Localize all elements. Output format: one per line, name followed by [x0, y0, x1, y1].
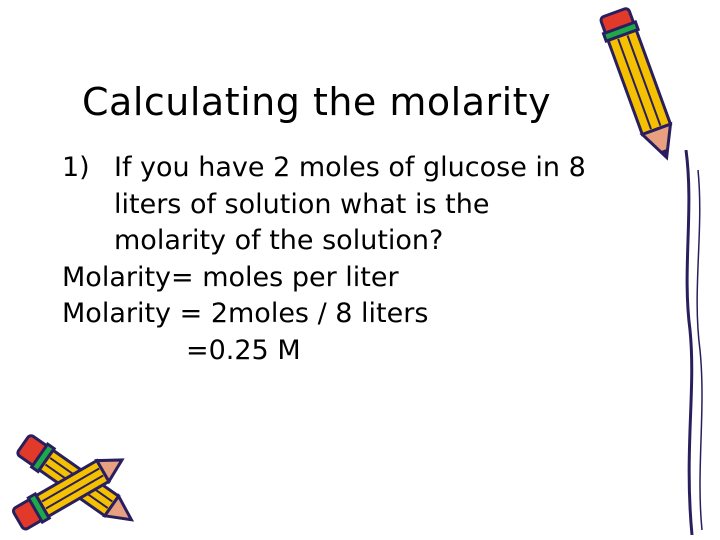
pencil-icon: [596, 2, 686, 172]
pencil-icon: [0, 440, 140, 540]
result-line: =0.25 M: [186, 334, 301, 366]
slide-body: [62, 150, 662, 369]
question-line: liters of solution what is the: [114, 188, 490, 220]
calculation-line: Molarity = 2moles / 8 liters: [62, 298, 429, 329]
slide-title: Calculating the molarity: [82, 80, 552, 124]
question-number: 1): [62, 152, 90, 183]
question-item: [62, 150, 662, 260]
formula-line: Molarity= moles per liter: [62, 261, 399, 293]
question-line: If you have 2 moles of glucose in 8: [114, 152, 586, 183]
scribble-line: [676, 150, 716, 535]
question-line: molarity of the solution?: [114, 225, 444, 256]
